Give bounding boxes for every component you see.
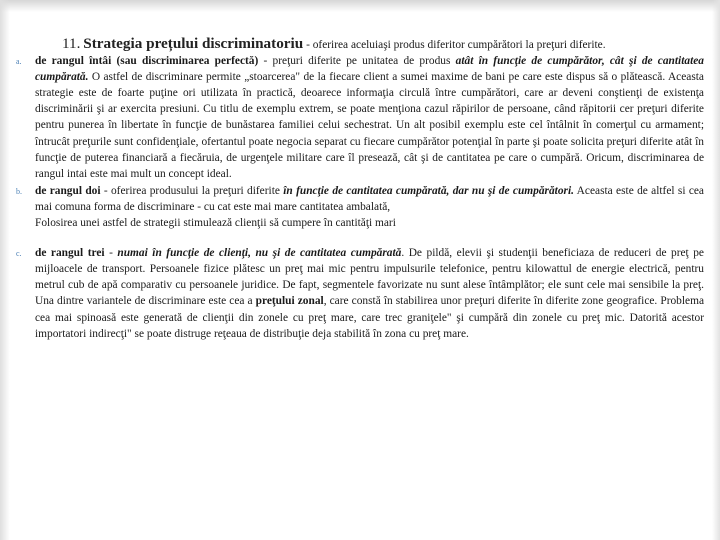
page-shadow-right (712, 0, 720, 540)
list-marker: c. (16, 249, 22, 259)
list-item-first-degree (14, 53, 704, 182)
item-tail: Folosirea unei astfel de strategii stimulează clienţii să cumpere în cantităţi mari (35, 217, 396, 230)
item-emphasis: numai în funcţie de clienţi, nu şi de cantitatea cumpărată (117, 247, 402, 260)
item-paragraph (35, 183, 704, 215)
page-shadow-left (0, 0, 10, 540)
item-lead: de rangul întâi (sau discriminarea perfectă) (35, 55, 259, 68)
item-text: - (104, 247, 118, 260)
item-text: . De pildă, elevii şi studenţii beneficiaza de reduceri de preţ pe mijloacele de transport. Persoanele fizice plătesc un preţ mai mic pentru impulsurile telefonice, pentru kilowattul de energie electrică, pentru metrul cub de apă comparativ cu persoanele juridice. De fapt, segmentele favorizate nu sunt alese întâmplător; ele sunt cele mai sensibile la preţ. Una dintre variantele de discriminare este cea a (35, 247, 704, 308)
item-emphasis: atât în funcţie de cumpărător, cât şi de cantitatea cumpărată. (35, 55, 704, 84)
list-marker: b. (16, 186, 22, 196)
item-text: - preţuri diferite pe unitatea de produs (258, 55, 456, 68)
page-shadow-top (0, 0, 720, 12)
heading-number: 11. (62, 35, 81, 52)
item-text: Aceasta este de altfel si cea mai comuna forma de discriminare - cu cat este mai mare cantitatea ambalată, (35, 184, 704, 213)
heading-definition: - oferirea aceluiaşi produs diferitor cumpărători la preţuri diferite. (303, 39, 606, 51)
slide-content (14, 36, 704, 342)
item-text: O astfel de discriminare permite „stoarcerea" de la fiecare client a sumei maxime de bani pe care este dispus să o plătească. Aceasta strategie este de foarte puţine ori utilizata în practică, deoarece informaţia circulă între cumpărători, care ar deveni conştienţi de existenţa discriminării şi ar exercita presiuni. Cu titlu de exemplu extrem, se poate menţiona cazul răpirilor de persoane, când răpitorii cer preţuri diferite pentru punerea în libertate în funcţie de bunăstarea familiei celui sechestrat. Un alt posibil exemplu este cel întâlnit în comerţul cu armament; întrucât preţurile sunt confidenţiale, ofertantul poate negocia separat cu fiecare cumpărător potenţial în parte şi poate solicita preţuri diferite atât în funcţie de puterea financiară a fiecăruia, de urgenţele militare care îl presează, cât şi de cantitatea pe care o cumpără. Oricum, discriminarea de rangul intai este mai mult un concept ideal. (35, 71, 704, 180)
list-item-second-degree (14, 183, 704, 231)
item-lead: de rangul trei (35, 247, 105, 260)
list-item-third-degree (14, 245, 704, 342)
item-emphasis: în funcţie de cantitatea cumpărată, dar nu şi de cumpărători. (283, 184, 574, 197)
section-heading (14, 36, 704, 53)
list-marker: a. (16, 57, 22, 67)
item-text: - oferirea produsului la preţuri diferite (100, 184, 284, 197)
heading-title: Strategia prețului discriminatoriu (83, 35, 304, 52)
item-lead: de rangul doi (35, 184, 101, 197)
item-strong: preţului zonal (255, 295, 324, 308)
item-text: , care constă în stabilirea unor preţuri diferite în diferite zone geografice. Problema cea mai spinoasă este generată de clienţii din zonele cu preţ mare, care trec graniţele" şi cumpără din zonele cu preţ mic. Datorită acestor importatori indirecţi" se poate distruge reţeaua de distribuţie deja stabilită în zona cu preţ mare. (35, 295, 705, 340)
